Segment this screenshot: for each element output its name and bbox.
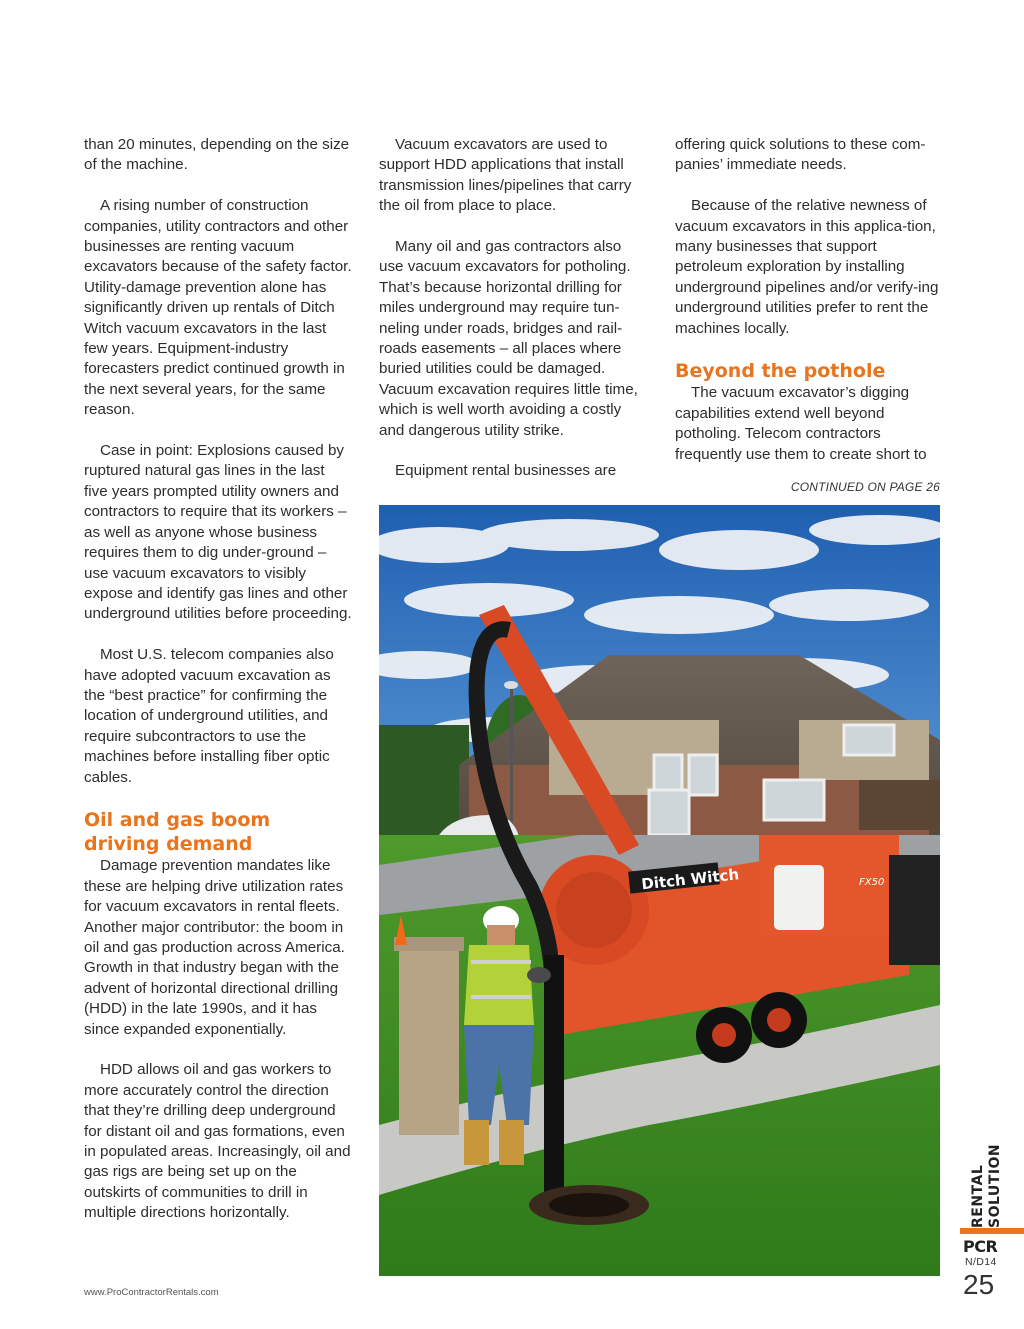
section-label-line-2: SOLUTION xyxy=(987,1143,1003,1228)
paragraph: Equipment rental businesses are xyxy=(395,462,617,480)
section-label-line-1: RENTAL xyxy=(970,1164,986,1228)
section-tab xyxy=(960,1120,1003,1228)
paragraph: HDD allows oil and gas workers to more accurately control the direction that they’re drilling deep underground for distant oil and gas formations, even in populated areas. Increasingly, oil and gas rigs are being set up on the outskirts of communities to drill in multiple directions horizontally. xyxy=(84,1061,351,1222)
section-heading: Beyond the pothole xyxy=(675,360,886,383)
section-heading: Oil and gas boom driving demand xyxy=(84,809,271,856)
section-label xyxy=(970,1120,1006,1228)
paragraph: A rising number of construction companies, utility contractors and other businesses are renting vacuum excavators because of the safety factor. Utility-damage prevention alone has significantly driven up rentals of Ditch Witch vacuum excavators in the last few years. Equipment-industry forecasters predict continued growth in the next several years, for the same reason. xyxy=(84,197,352,419)
machine-model-label: FX50 xyxy=(859,877,885,888)
website-url: www.ProContractorRentals.com xyxy=(84,1287,219,1298)
vacuum-excavator-photo xyxy=(379,505,940,1276)
page-number: 25 xyxy=(963,1269,995,1300)
paragraph: Damage prevention mandates like these are helping drive utilization rates for vacuum excavators in rental fleets. Another major contributor: the boom in oil and gas production across America. Growth in that industry began with the advent of horizontal directional drilling (HDD) in the late 1990s, and it has since expanded exponentially. xyxy=(84,857,345,1038)
paragraph: offering quick solutions to these com-panies’ immediate needs. xyxy=(675,136,926,174)
machine-brand-label: Ditch Witch xyxy=(640,865,740,894)
paragraph: Because of the relative newness of vacuum excavators in this applica-tion, many businesses that support petroleum exploration by installing underground pipelines and/or verify-ing underground utilities prefer to rent the machines locally. xyxy=(675,197,939,337)
continued-note: CONTINUED ON PAGE 26 xyxy=(790,480,940,494)
paragraph: Vacuum excavators are used to support HDD applications that install transmission lines/pipelines that carry the oil from place to place. xyxy=(379,136,632,215)
paragraph: than 20 minutes, depending on the size of the machine. xyxy=(84,136,350,174)
paragraph: Case in point: Explosions caused by ruptured natural gas lines in the last five years prompted utility owners and contractors to require that its workers – as well as anyone whose business requires them to dig under-ground – use vacuum excavators to visibly expose and identify gas lines and other underground utilities before proceeding. xyxy=(84,442,352,623)
paragraph: The vacuum excavator’s digging capabilities extend well beyond potholing. Telecom contractors frequently use them to create short to xyxy=(675,384,927,463)
column-2 xyxy=(379,135,647,482)
issue-date: N/D14 xyxy=(965,1256,997,1268)
paragraph: Most U.S. telecom companies also have adopted vacuum excavation as the “best practice” for confirming the location of underground utilities, and require subcontractors to use the machines before installing fiber optic cables. xyxy=(84,646,334,786)
paragraph: Many oil and gas contractors also use vacuum excavators for potholing. That’s because horizontal drilling for miles underground may require tun-neling under roads, bridges and rail-roads easements – all places where buried utilities could be damaged. Vacuum excavation requires little time, which is well worth avoiding a costly and dangerous utility strike. xyxy=(379,238,638,439)
column-3 xyxy=(675,135,940,465)
accent-bar xyxy=(960,1228,1024,1234)
magazine-logo: PCR xyxy=(963,1237,998,1256)
column-1 xyxy=(84,135,352,1224)
